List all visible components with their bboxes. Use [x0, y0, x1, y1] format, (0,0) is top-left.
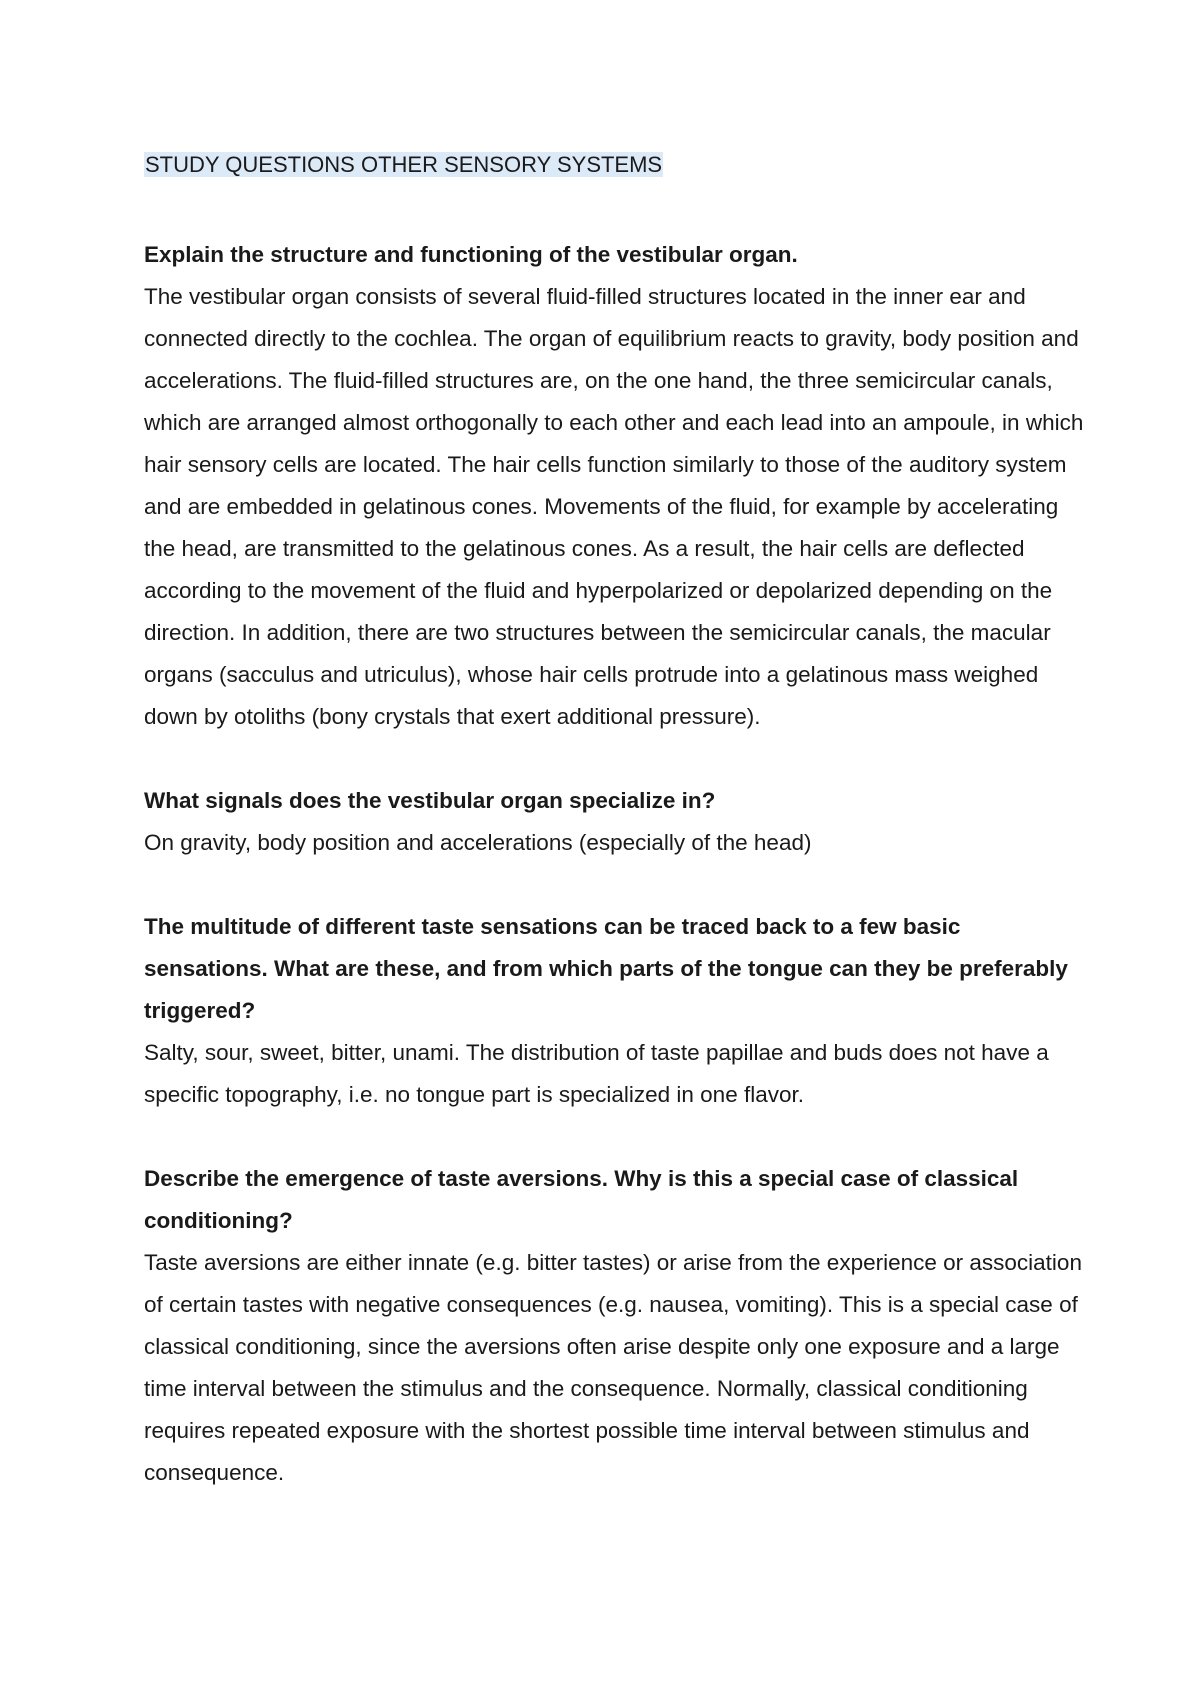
answer-text: Taste aversions are either innate (e.g. bitter tastes) or arise from the experience or association of certain tastes with negative consequences (e.g. nausea, vomiting). This is a special case of classical conditioning, since the aversions often arise despite only one exposure and a large time interval between the stimulus and the consequence. Normally, classical conditioning requires repeated exposure with the shortest possible time interval between stimulus and consequence. [144, 1250, 1082, 1485]
question-text: Explain the structure and functioning of the vestibular organ. [144, 242, 798, 267]
question-text: Describe the emergence of taste aversions. Why is this a special case of classical conditioning? [144, 1166, 1019, 1233]
question-text: What signals does the vestibular organ specialize in? [144, 788, 716, 813]
answer-text: On gravity, body position and accelerations (especially of the head) [144, 830, 812, 855]
document-title [144, 151, 663, 179]
answer-text: Salty, sour, sweet, bitter, unami. The distribution of taste papillae and buds does not have a specific topography, i.e. no tongue part is specialized in one flavor. [144, 1040, 1049, 1107]
answer-text: The vestibular organ consists of several fluid-filled structures located in the inner ear and connected directly to the cochlea. The organ of equilibrium reacts to gravity, body position and accelerations. The fluid-filled structures are, on the one hand, the three semicircular canals, which are arranged almost orthogonally to each other and each lead into an ampoule, in which hair sensory cells are located. The hair cells function similarly to those of the auditory system and are embedded in gelatinous cones. Movements of the fluid, for example by accelerating the head, are transmitted to the gelatinous cones. As a result, the hair cells are deflected according to the movement of the fluid and hyperpolarized or depolarized depending on the direction. In addition, there are two structures between the semicircular canals, the macular organs (sacculus and utriculus), whose hair cells protrude into a gelatinous mass weighed down by otoliths (bony crystals that exert additional pressure). [144, 284, 1084, 729]
highlighted-title-text: STUDY QUESTIONS OTHER SENSORY SYSTEMS [145, 152, 663, 177]
question-block-vestibular-signals [144, 780, 1084, 864]
document-body [144, 144, 1084, 1494]
question-block-taste-aversions [144, 1158, 1084, 1494]
question-block-vestibular-structure [144, 234, 1084, 738]
question-block-taste-sensations [144, 906, 1084, 1116]
question-text: The multitude of different taste sensations can be traced back to a few basic sensations. What are these, and from which parts of the tongue can they be preferably triggered? [144, 914, 1068, 1023]
